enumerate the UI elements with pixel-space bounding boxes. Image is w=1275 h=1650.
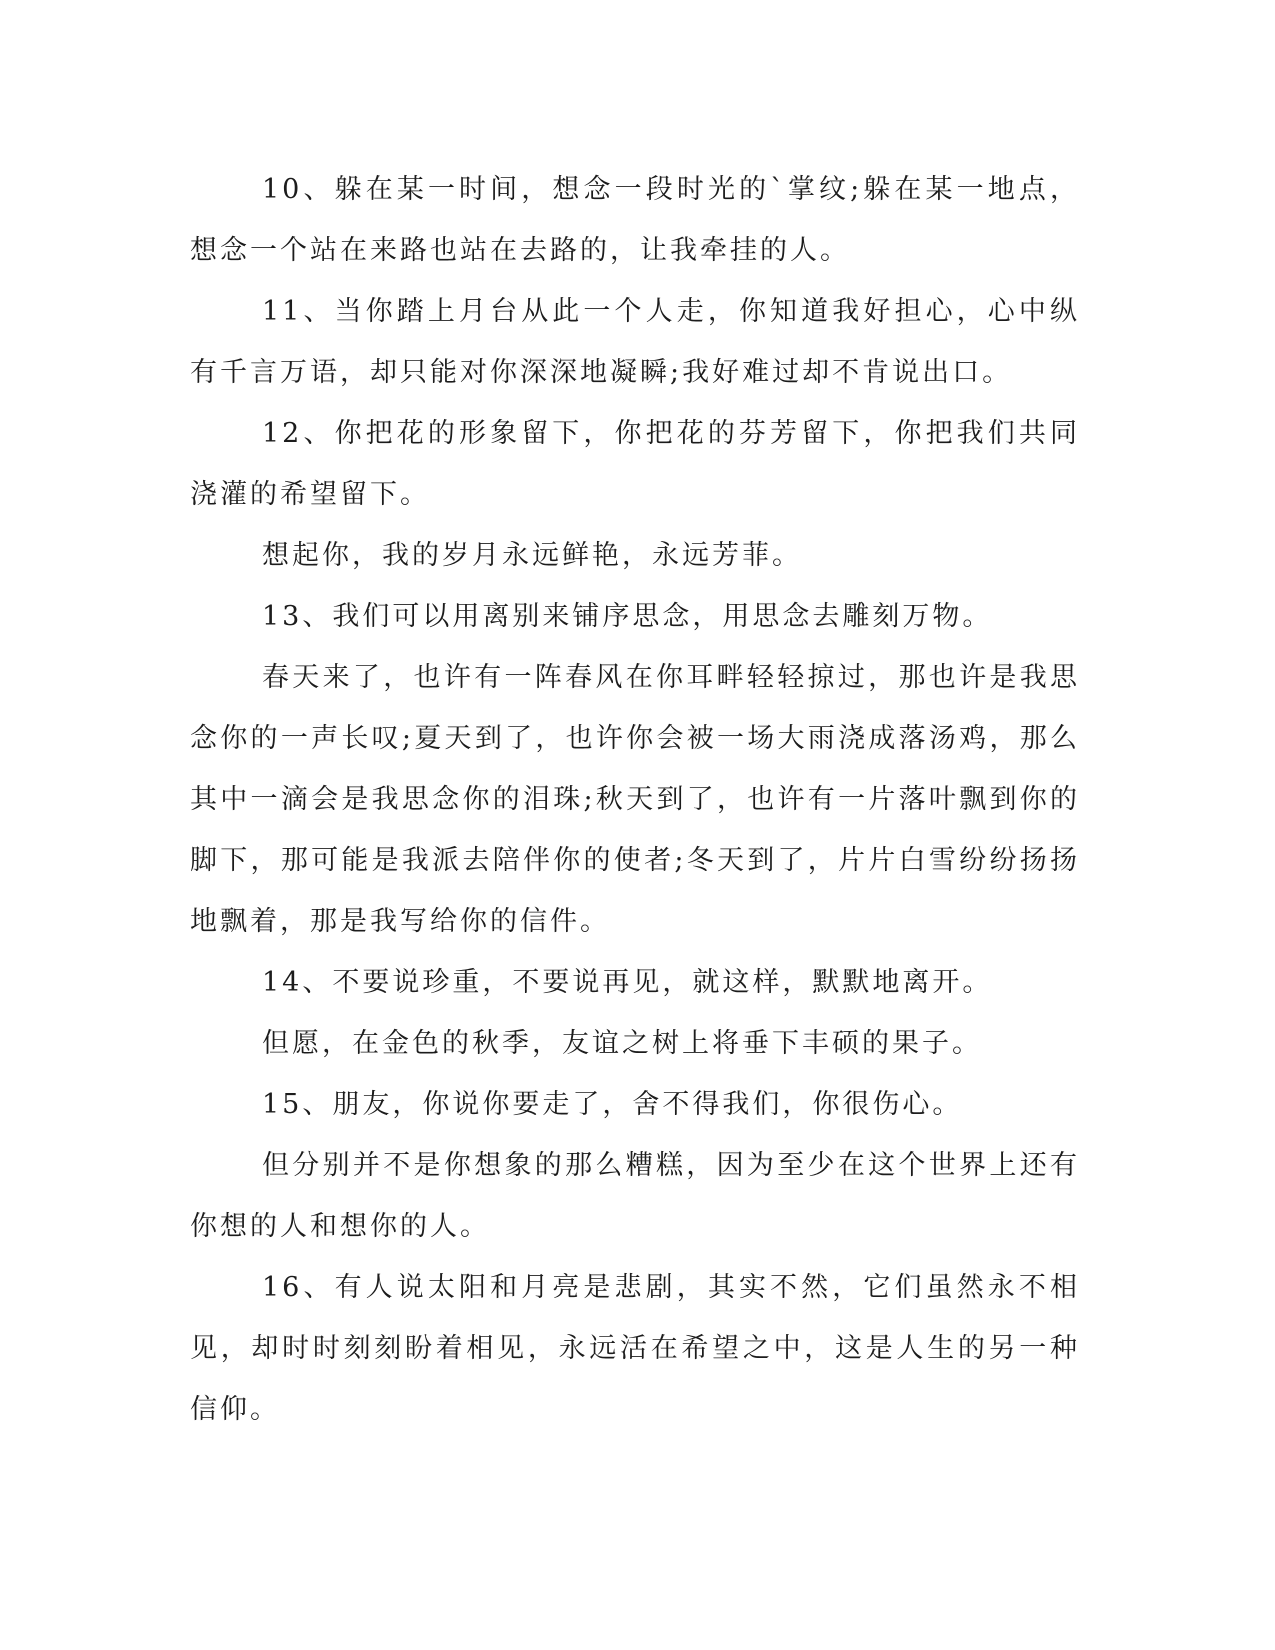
paragraph-14-continued: 但愿，在金色的秋季，友谊之树上将垂下丰硕的果子。 <box>262 1028 982 1059</box>
document-body <box>190 159 1080 1440</box>
paragraph-13-continued: 春天来了，也许有一阵春风在你耳畔轻轻掠过，那也许是我思念你的一声长叹;夏天到了，也许你会被一场大雨浇成落汤鸡，那么其中一滴会是我思念你的泪珠;秋天到了，也许有一片落叶飘到你的脚下，那可能是我派去陪伴你的使者;冬天到了，片片白雪纷纷扬扬地飘着，那是我写给你的信件。 <box>190 662 1080 937</box>
paragraph-15: 15、朋友，你说你要走了，舍不得我们，你很伤心。 <box>262 1089 963 1120</box>
paragraph-12: 12、你把花的形象留下，你把花的芬芳留下，你把我们共同浇灌的希望留下。 <box>190 418 1080 510</box>
paragraph-14: 14、不要说珍重，不要说再见，就这样，默默地离开。 <box>262 967 993 998</box>
paragraph-11: 11、当你踏上月台从此一个人走，你知道我好担心，心中纵有千言万语，却只能对你深深地凝瞬;我好难过却不肯说出口。 <box>190 296 1080 388</box>
paragraph-16: 16、有人说太阳和月亮是悲剧，其实不然，它们虽然永不相见，却时时刻刻盼着相见，永远活在希望之中，这是人生的另一种信仰。 <box>190 1272 1080 1425</box>
paragraph-12-continued: 想起你，我的岁月永远鲜艳，永远芳菲。 <box>262 540 802 571</box>
paragraph-10: 10、躲在某一时间，想念一段时光的`掌纹;躲在某一地点，想念一个站在来路也站在去路的，让我牵挂的人。 <box>190 174 1080 266</box>
paragraph-13: 13、我们可以用离别来铺序思念，用思念去雕刻万物。 <box>262 601 993 632</box>
paragraph-15-continued: 但分别并不是你想象的那么糟糕，因为至少在这个世界上还有你想的人和想你的人。 <box>190 1150 1080 1242</box>
